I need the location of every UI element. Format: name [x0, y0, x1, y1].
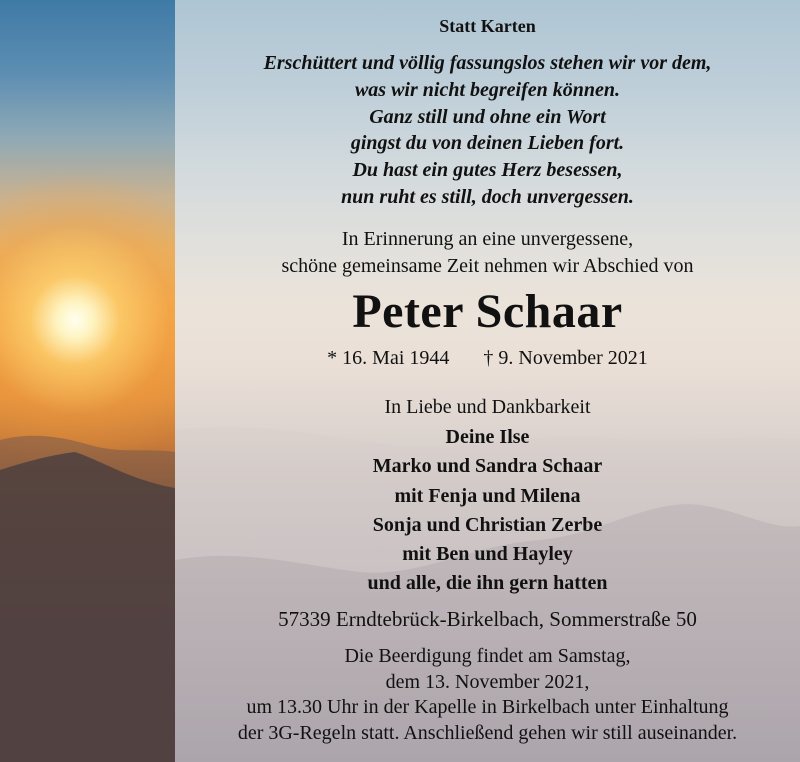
birth-date: * 16. Mai 1944: [327, 347, 450, 369]
poem-line: was wir nicht begreifen können.: [354, 78, 621, 101]
funeral-line: dem 13. November 2021,: [385, 670, 590, 693]
funeral-line: um 13.30 Uhr in der Kapelle in Birkelbach unter Einhaltung: [246, 696, 729, 718]
sunset-mountains: [0, 0, 175, 762]
death-date: † 9. November 2021: [483, 347, 648, 369]
poem-line: Du hast ein gutes Herz besessen,: [352, 159, 623, 182]
poem-line: Ganz still und ohne ein Wort: [369, 105, 606, 128]
poem-line: Erschüttert und völlig fassungslos stehen wir vor dem,: [263, 52, 712, 74]
family-address: 57339 Erndtebrück-Birkelbach, Sommerstraße 50: [278, 607, 697, 631]
mourner-line: mit Ben und Hayley: [402, 543, 573, 566]
mourner-line: mit Fenja und Milena: [394, 484, 581, 507]
memorial-poem: [175, 50, 800, 211]
notice-text: [175, 0, 800, 762]
life-dates: [175, 346, 800, 370]
poem-line: gingst du von deinen Lieben fort.: [350, 132, 625, 155]
mourners-list: [175, 423, 800, 599]
closing-phrase: In Liebe und Dankbarkeit: [384, 396, 591, 418]
mourner-line: Deine Ilse: [445, 426, 530, 448]
mourner-line: Marko und Sandra Schaar: [372, 455, 603, 478]
farewell-intro: [175, 226, 800, 280]
intro-line: In Erinnerung an eine unvergessene,: [341, 228, 634, 250]
funeral-line: Die Beerdigung findet am Samstag,: [344, 645, 631, 667]
intro-line: schöne gemeinsame Zeit nehmen wir Abschied von: [281, 255, 694, 277]
funeral-details: [175, 644, 800, 746]
mourner-line: Sonja und Christian Zerbe: [372, 513, 603, 536]
mourner-line: und alle, die ihn gern hatten: [367, 572, 608, 595]
notice-header: Statt Karten: [439, 16, 536, 36]
deceased-name: Peter Schaar: [352, 285, 623, 338]
funeral-line: der 3G-Regeln statt. Anschließend gehen wir still auseinander.: [237, 721, 738, 744]
sunset-photo-strip: [0, 0, 175, 762]
poem-line: nun ruht es still, doch unvergessen.: [341, 185, 634, 208]
